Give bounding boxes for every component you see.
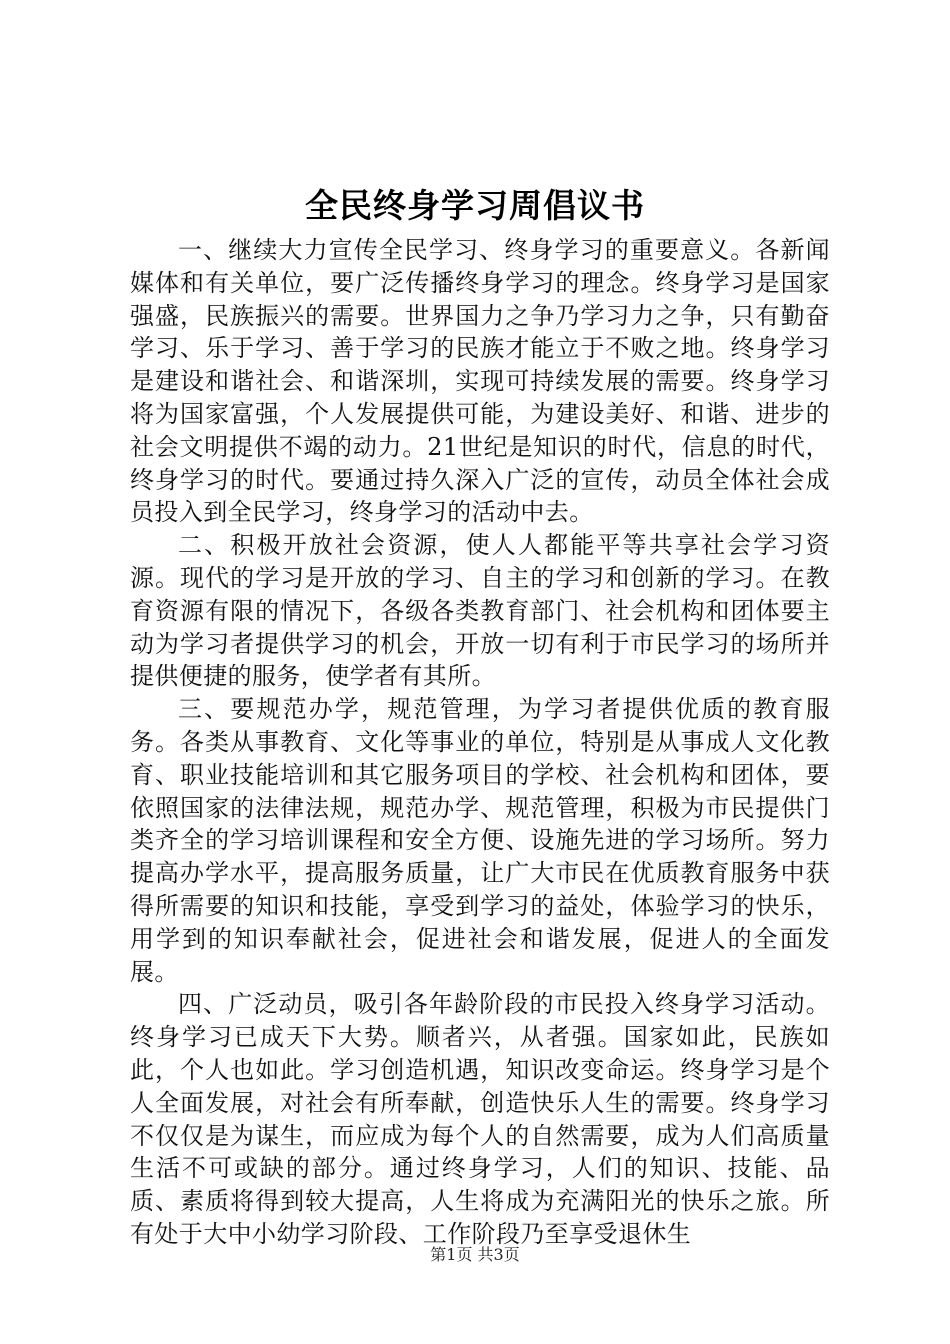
paragraph-2: 二、积极开放社会资源，使人人都能平等共享社会学习资源。现代的学习是开放的学习、自主的学习和创新的学习。在教育资源有限的情况下，各级各类教育部门、社会机构和团体要主动为学习者提供学习的机会，开放一切有利于市民学习的场所并提供便捷的服务，使学者有其所。 <box>130 531 830 691</box>
paragraph-4: 四、广泛动员，吸引各年龄阶段的市民投入终身学习活动。终身学习已成天下大势。顺者兴，从者强。国家如此，民族如此，个人也如此。学习创造机遇，知识改变命运。终身学习是个人全面发展，对社会有所奉献，创造快乐人生的需要。终身学习不仅仅是为谋生，而应成为每个人的自然需要，成为人们高质量生活不可或缺的部分。通过终身学习，人们的知识、技能、品质、素质将得到较大提高，人生将成为充满阳光的快乐之旅。所有处于大中小幼学习阶段、工作阶段乃至享受退休生 <box>130 990 830 1248</box>
paragraph-1: 一、继续大力宣传全民学习、终身学习的重要意义。各新闻媒体和有关单位，要广泛传播终身学习的理念。终身学习是国家强盛，民族振兴的需要。世界国力之争乃学习力之争，只有勤奋学习、乐于学习、善于学习的民族才能立于不败之地。终身学习是建设和谐社会、和谐深圳，实现可持续发展的需要。终身学习将为国家富强，个人发展提供可能，为建设美好、和谐、进步的社会文明提供不竭的动力。21世纪是知识的时代，信息的时代，终身学习的时代。要通过持久深入广泛的宣传，动员全体社会成员投入到全民学习，终身学习的活动中去。 <box>130 236 830 527</box>
document-body <box>130 234 830 1251</box>
document-title: 全民终身学习周倡议书 <box>305 186 645 225</box>
page-number-footer: 第1页 共3页 <box>430 1245 520 1264</box>
paragraph-3: 三、要规范办学，规范管理，为学习者提供优质的教育服务。各类从事教育、文化等事业的单位，特别是从事成人文化教育、职业技能培训和其它服务项目的学校、社会机构和团体，要依照国家的法律法规，规范办学、规范管理，积极为市民提供门类齐全的学习培训课程和安全方便、设施先进的学习场所。努力提高办学水平，提高服务质量，让广大市民在优质教育服务中获得所需要的知识和技能，享受到学习的益处，体验学习的快乐，用学到的知识奉献社会，促进社会和谐发展，促进人的全面发展。 <box>130 695 830 986</box>
